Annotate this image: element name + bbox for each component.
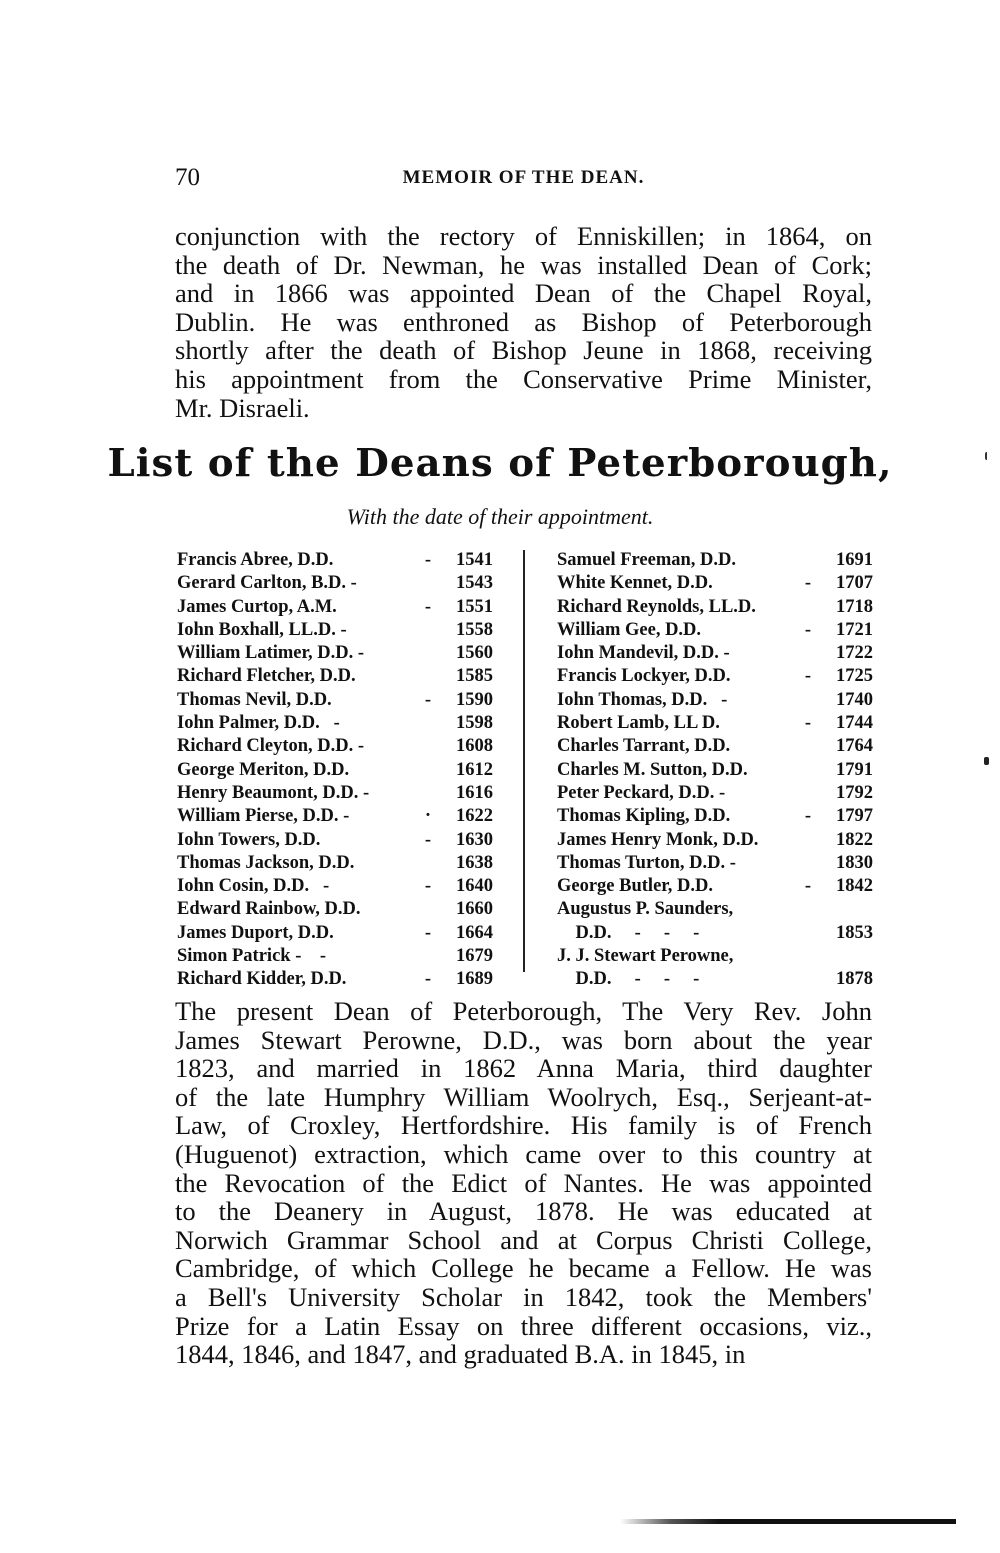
leader-dash: - [424,922,431,943]
dean-name: Simon Patrick - - [177,946,327,967]
dean-entry [177,596,493,619]
dean-entry [557,759,873,782]
dean-name: Iohn Thomas, D.D. - [557,689,728,710]
appointment-year: 1630 [456,829,493,850]
text-line: Law, of Croxley, Hertfordshire. His family is of French [175,1110,872,1141]
text-line: Cambridge, of which College he became a Fellow. He was [175,1253,872,1284]
appointment-year: 1764 [836,736,873,757]
dean-name: William Gee, D.D. [557,619,702,640]
dean-entry [177,619,493,642]
dean-entry [557,619,873,642]
dean-entry [557,735,873,758]
leader-dash: - [424,596,431,617]
appointment-year: 1797 [836,806,873,827]
dean-name: Francis Abree, D.D. [177,550,334,570]
dean-name: Richard Reynolds, LL.D. [557,596,756,617]
appointment-year: 1689 [456,969,493,990]
dean-entry [557,898,873,921]
dean-name: James Curtop, A.M. [177,596,337,617]
leader-dash: - [424,876,431,897]
dean-name: Thomas Jackson, D.D. [177,852,355,873]
dean-name: George Meriton, D.D. [177,759,350,780]
dean-entry [177,829,493,852]
appointment-year: 1638 [456,852,493,873]
leader-dash: - [804,806,811,827]
dean-entry [557,922,873,945]
appointment-year: 1664 [456,922,493,943]
appointment-year: 1707 [836,573,873,594]
text-line: the death of Dr. Newman, he was installed Dean of Cork; [175,249,872,280]
dean-entry [557,642,873,665]
dean-name: Charles Tarrant, D.D. [557,736,731,757]
appointment-year: 1691 [836,550,873,570]
dean-name: Iohn Boxhall, LL.D. - [177,619,347,640]
dean-entry [177,572,493,595]
dean-entry [177,875,493,898]
text-line: 1823, and married in 1862 Anna Maria, third daughter [175,1053,872,1084]
dean-name: William Pierse, D.D. - [177,806,350,827]
dean-entry [177,712,493,735]
dean-entry [177,689,493,712]
leader-dash: · [424,806,431,827]
dean-name: Richard Kidder, D.D. [177,969,347,990]
text-line: a Bell's University Scholar in 1842, took the Members' [175,1281,872,1312]
dean-entry [177,922,493,945]
dean-name: Henry Beaumont, D.D. - [177,782,370,803]
dean-entry [177,805,493,828]
dean-entry [177,665,493,688]
dean-name: Gerard Carlton, B.D. - [177,573,357,594]
leader-dash: - [424,550,431,570]
dean-name: Iohn Towers, D.D. [177,829,321,850]
dean-name: James Henry Monk, D.D. [557,829,759,850]
appointment-year: 1560 [456,643,493,664]
appointment-year: 1822 [836,829,873,850]
appointment-year: 1640 [456,876,493,897]
appointment-year: 1608 [456,736,493,757]
appointment-year: 1660 [456,899,493,920]
dean-name: Iohn Mandevil, D.D. - [557,643,730,664]
dean-entry [557,665,873,688]
appointment-year: 1590 [456,689,493,710]
leader-dash: - [804,876,811,897]
dean-entry [557,549,873,572]
text-line: the Revocation of the Edict of Nantes. He was appointed [175,1167,872,1198]
appointment-year: 1791 [836,759,873,780]
text-line: (Huguenot) extraction, which came over to this country at [175,1138,872,1169]
scan-mark [985,452,992,460]
appointment-year: 1612 [456,759,493,780]
leader-dash: - [804,713,811,734]
appointment-year: 1878 [836,969,873,990]
dean-name: Thomas Kipling, D.D. [557,806,731,827]
appointment-year: 1744 [836,713,873,734]
dean-name: D.D. - - - [557,969,700,990]
dean-entry [177,549,493,572]
text-line: Prize for a Latin Essay on three different occasions, viz., [175,1310,872,1341]
appointment-year: 1721 [836,619,873,640]
appointment-year: 1718 [836,596,873,617]
bottom-rule [620,1519,956,1524]
dean-entry [557,782,873,805]
appointment-year: 1598 [456,713,493,734]
dean-name: Iohn Cosin, D.D. - [177,876,330,897]
leader-dash: - [804,619,811,640]
appointment-year: 1616 [456,782,493,803]
text-line: to the Deanery in August, 1878. He was educated at [175,1196,872,1227]
appointment-year: 1722 [836,643,873,664]
dean-entry [177,968,493,991]
appointment-year: 1558 [456,619,493,640]
dean-entry [177,642,493,665]
column-divider [523,550,525,972]
paragraph-intro [175,222,872,422]
dean-name: Charles M. Sutton, D.D. [557,759,748,780]
paragraph-present-dean [175,997,872,1369]
dean-name: Thomas Nevil, D.D. [177,689,332,710]
dean-entry [557,689,873,712]
text-line: The present Dean of Peterborough, The Very Rev. John [175,996,872,1026]
dean-entry [557,712,873,735]
appointment-year: 1830 [836,852,873,873]
dean-name: Robert Lamb, LL D. [557,713,720,734]
text-line: Dublin. He was enthroned as Bishop of Peterborough [175,306,872,337]
dean-entry [557,968,873,991]
dean-name: Augustus P. Saunders, [557,899,734,920]
running-title: MEMOIR OF THE DEAN. [402,167,645,188]
leader-dash: - [424,689,431,710]
dean-entry [557,875,873,898]
appointment-year: 1740 [836,689,873,710]
dean-entry [557,572,873,595]
text-line: Mr. Disraeli. [175,392,310,423]
text-line: shortly after the death of Bishop Jeune in 1868, receiving [175,335,872,366]
dean-entry [177,898,493,921]
text-line: conjunction with the rectory of Enniskillen; in 1864, on [175,221,872,251]
dean-entry [557,852,873,875]
dean-name: Richard Fletcher, D.D. [177,666,356,687]
dean-entry [557,829,873,852]
leader-dash: - [804,666,811,687]
appointment-year: 1543 [456,573,493,594]
appointment-year: 1585 [456,666,493,687]
text-line: 1844, 1846, and 1847, and graduated B.A. in 1845, in [175,1339,746,1370]
appointment-year: 1541 [456,550,493,570]
dean-name: J. J. Stewart Perowne, [557,946,734,967]
dean-name: Francis Lockyer, D.D. [557,666,731,687]
dean-name: Richard Cleyton, D.D. - [177,736,365,757]
deans-list-right [557,549,873,992]
appointment-year: 1551 [456,596,493,617]
leader-dash: - [804,573,811,594]
dean-entry [177,945,493,968]
dean-name: White Kennet, D.D. [557,573,713,594]
text-line: his appointment from the Conservative Prime Minister, [175,363,872,394]
dean-name: James Duport, D.D. [177,922,334,943]
dean-name: William Latimer, D.D. - [177,643,365,664]
running-header [175,164,872,194]
dean-entry [177,782,493,805]
dean-name: D.D. - - - [557,922,700,943]
leader-dash: - [424,829,431,850]
appointment-year: 1725 [836,666,873,687]
dean-name: Samuel Freeman, D.D. [557,550,736,570]
dean-entry [177,759,493,782]
list-subtitle: With the date of their appointment. [346,504,654,529]
appointment-year: 1622 [456,806,493,827]
page-number: 70 [175,164,200,191]
leader-dash: - [424,969,431,990]
appointment-year: 1792 [836,782,873,803]
dean-name: Iohn Palmer, D.D. - [177,713,340,734]
dean-name: George Butler, D.D. [557,876,714,897]
deans-list-left [177,549,493,992]
dean-entry [557,805,873,828]
dean-name: Edward Rainbow, D.D. [177,899,361,920]
text-line: and in 1866 was appointed Dean of the Chapel Royal, [175,278,872,309]
dean-name: Peter Peckard, D.D. - [557,782,726,803]
text-line: James Stewart Perowne, D.D., was born about the year [175,1024,872,1055]
text-line: of the late Humphry William Woolrych, Esq., Serjeant-at- [175,1081,872,1112]
dean-entry [557,596,873,619]
appointment-year: 1853 [836,922,873,943]
appointment-year: 1679 [456,946,493,967]
dean-name: Thomas Turton, D.D. - [557,852,736,873]
dean-entry [177,852,493,875]
appointment-year: 1842 [836,876,873,897]
text-line: Norwich Grammar School and at Corpus Christi College, [175,1224,872,1255]
scan-mark [984,757,989,765]
dean-entry [177,735,493,758]
list-title: List of the Deans of Peterborough, [107,440,893,485]
dean-entry [557,945,873,968]
